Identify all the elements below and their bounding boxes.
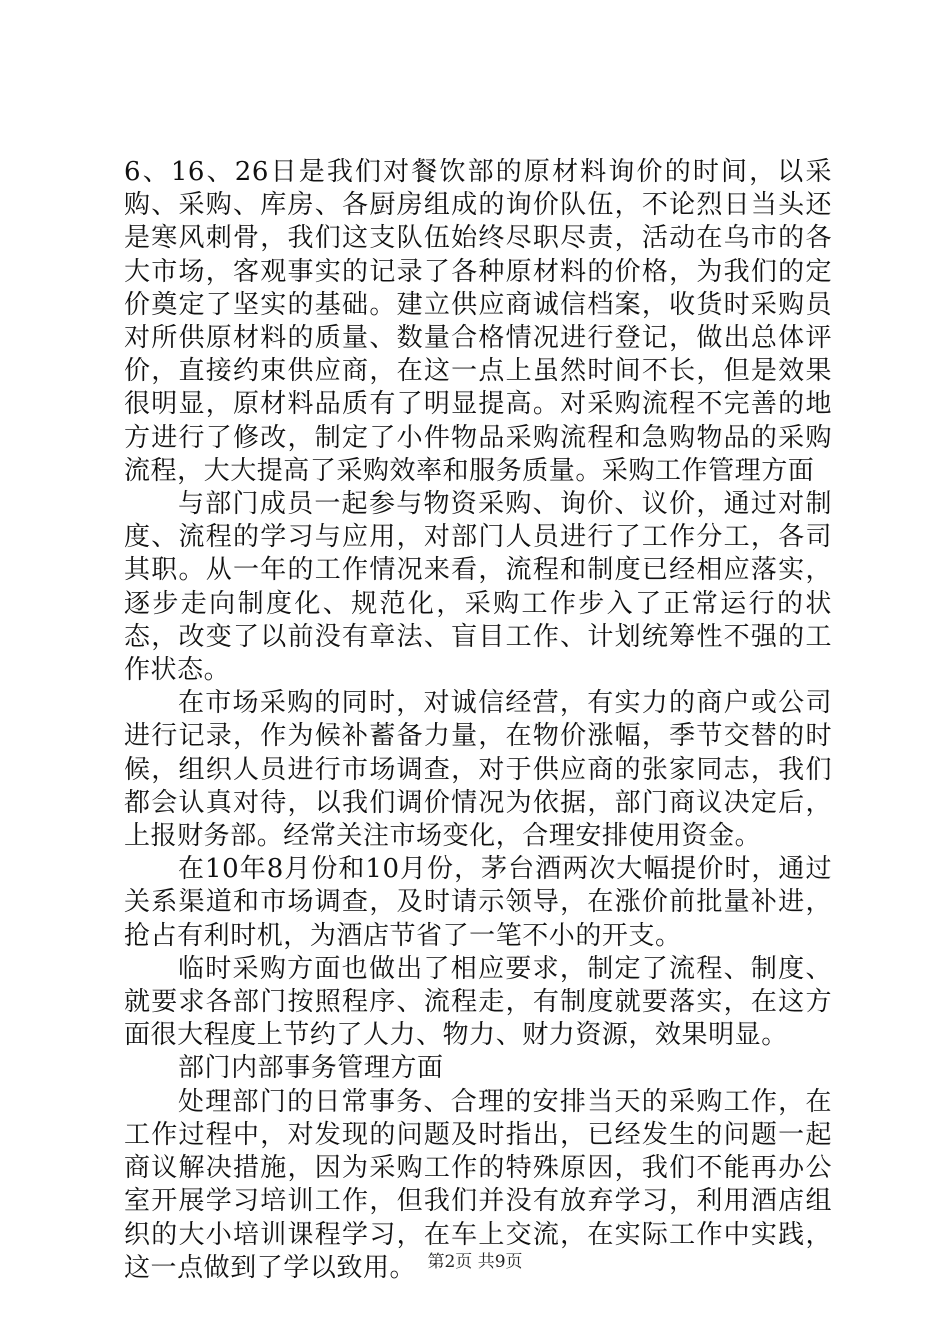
paragraph-temporary-purchasing: 临时采购方面也做出了相应要求，制定了流程、制度、就要求各部门按照程序、流程走，有制度就要落实，在这方面很大程度上节约了人力、物力、财力资源，效果明显。: [124, 953, 832, 1051]
paragraph-procurement-management: 与部门成员一起参与物资采购、询价、议价，通过对制度、流程的学习与应用，对部门人员进行了工作分工，各司其职。从一年的工作情况来看，流程和制度已经相应落实，逐步走向制度化、规范化，采购工作步入了正常运行的状态，改变了以前没有章法、盲目工作、计划统筹性不强的工作状态。: [124, 489, 832, 686]
page-number-footer: 第2页 共9页: [427, 1252, 523, 1272]
paragraph-moutai-price: 在10年8月份和10月份，茅台酒两次大幅提价时，通过关系渠道和市场调查，及时请示领导，在涨价前批量补进，抢占有利时机，为酒店节省了一笔不小的开支。: [124, 854, 832, 951]
paragraph-market-purchasing: 在市场采购的同时，对诚信经营，有实力的商户或公司进行记录，作为候补蓄备力量，在物价涨幅，季节交替的时候，组织人员进行市场调查，对于供应商的张家同志，我们都会认真对待，以我们调价情况为依据，部门商议决定后，上报财务部。经常关注市场变化，合理安排使用资金。: [124, 688, 832, 852]
paragraph-price-inquiry: 6、16、26日是我们对餐饮部的原材料询价的时间，以采购、采购、库房、各厨房组成的询价队伍，不论烈日当头还是寒风刺骨，我们这支队伍始终尽职尽责，活动在乌市的各大市场，客观事实的记录了各种原材料的价格，为我们的定价奠定了坚实的基础。建立供应商诚信档案，收货时采购员对所供原材料的质量、数量合格情况进行登记，做出总体评价，直接约束供应商，在这一点上虽然时间不长，但是效果很明显，原材料品质有了明显提高。对采购流程不完善的地方进行了修改，制定了小件物品采购流程和急购物品的采购流程，大大提高了采购效率和服务质量。采购工作管理方面: [124, 157, 832, 486]
document-body: [124, 156, 832, 1285]
section-heading-internal-affairs: 部门内部事务管理方面: [178, 1053, 444, 1084]
paragraph-daily-affairs: 处理部门的日常事务、合理的安排当天的采购工作，在工作过程中，对发现的问题及时指出，已经发生的问题一起商议解决措施，因为采购工作的特殊原因，我们不能再办公室开展学习培训工作，但我们并没有放弃学习，利用酒店组织的大小培训课程学习，在车上交流，在实际工作中实践，这一点做到了学以致用。: [124, 1086, 832, 1283]
